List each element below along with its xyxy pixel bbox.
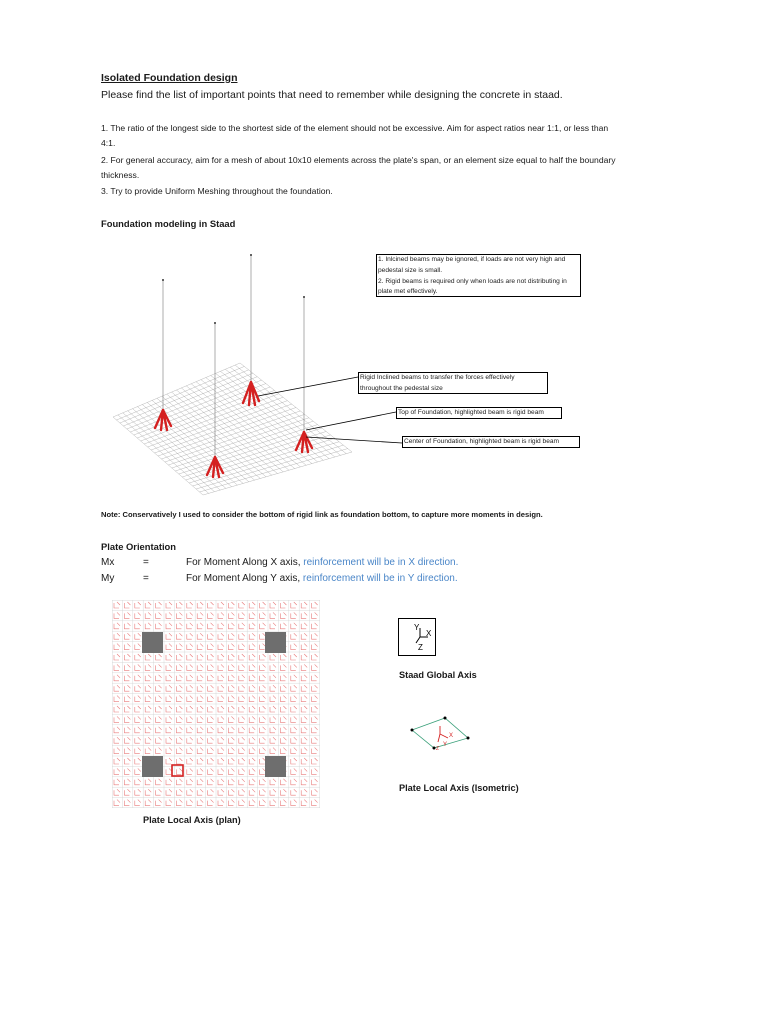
axis-label-x: X (426, 629, 432, 638)
axis-label-y: Y (414, 623, 420, 632)
point-1: 1. The ratio of the longest side to the shortest side of the element should not be excessive. Aim for aspect ratios near 1:1, or less than 4:1. (101, 123, 609, 148)
plan-caption: Plate Local Axis (plan) (143, 815, 241, 825)
iso-axis-caption: Plate Local Axis (Isometric) (399, 783, 519, 793)
callout-box-1: 1. Inlcined beams may be ignored, if loads are not very high and pedestal size is small. 2. Rigid beams is required only when loads are not distributing in plate met effectively. (376, 254, 581, 297)
callout-box-4: Center of Foundation, highlighted beam is rigid beam (402, 436, 580, 448)
intro-text: Please find the list of important points that need to remember while designing the concrete in staad. (101, 89, 563, 101)
modeling-heading: Foundation modeling in Staad (101, 218, 236, 229)
orientation-heading: Plate Orientation (101, 541, 177, 552)
point-2: 2. For general accuracy, aim for a mesh of about 10x10 elements across the plate's span, or an element size equal to half the boundary thickness. (101, 155, 616, 180)
design-note: Note: Conservatively I used to consider the bottom of rigid link as foundation bottom, to capture more moments in design. (101, 510, 543, 519)
callout-box-3: Top of Foundation, highlighted beam is rigid beam (396, 407, 562, 419)
callout-box-2: Rigid Inclined beams to transfer the forces effectively throughout the pedestal size (358, 372, 548, 394)
iso-label-z: Z (436, 746, 440, 752)
iso-label-x: X (449, 733, 454, 739)
global-axis-icon (398, 618, 436, 656)
axis-label-z: Z (418, 643, 423, 652)
plate-plan-figure (112, 600, 320, 808)
iso-label-y: Y (443, 742, 448, 748)
document-title: Isolated Foundation design (101, 72, 238, 84)
global-axis-caption: Staad Global Axis (399, 670, 477, 680)
point-3: 3. Try to provide Uniform Meshing throughout the foundation. (101, 186, 333, 196)
plate-isometric-figure (400, 710, 480, 760)
